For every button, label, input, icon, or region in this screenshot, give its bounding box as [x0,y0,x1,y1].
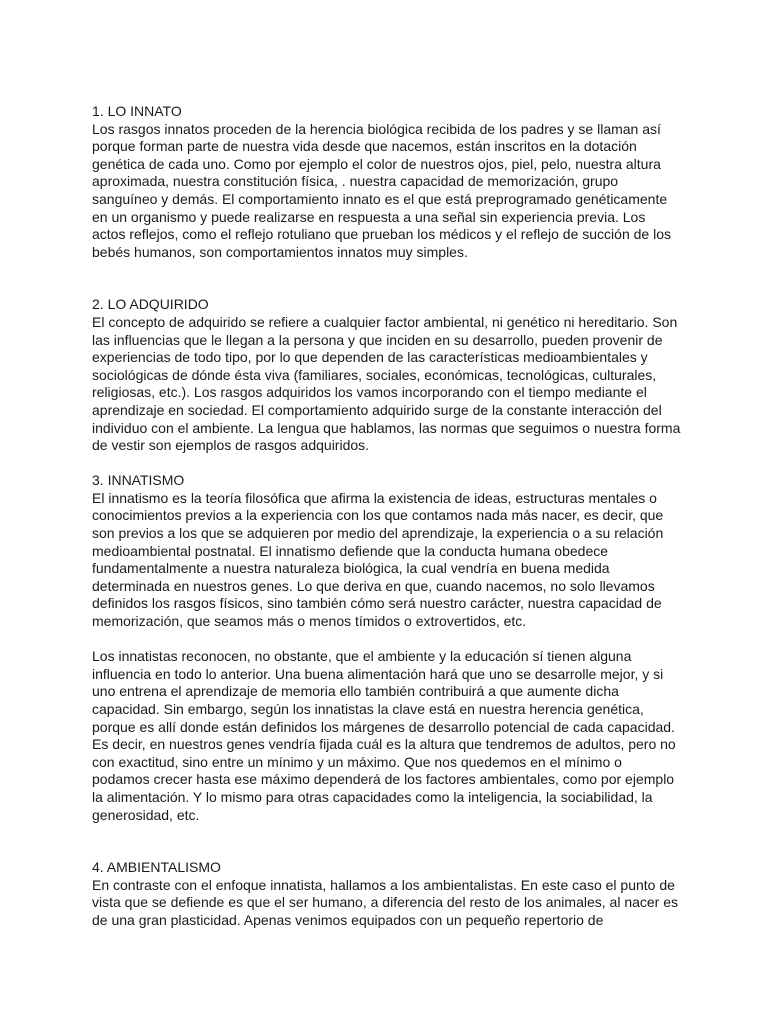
section-paragraph: Los rasgos innatos proceden de la herencia biológica recibida de los padres y se llaman así porque forman parte de nuestra vida desde que nacemos, están inscritos en la dotación genética de cada uno. Como por ejemplo el color de nuestros ojos, piel, pelo, nuestra altura aproximada, nuestra constitución física, . nuestra capacidad de memorización, grupo sanguíneo y demás. El comportamiento innato es el que está preprogramado genéticamente en un organismo y puede realizarse en respuesta a una señal sin experiencia previa. Los actos reflejos, como el reflejo rotuliano que prueban los médicos y el reflejo de succión de los bebés humanos, son comportamientos innatos muy simples. [92,120,671,260]
section-lo-adquirido [92,296,682,454]
section-heading: 2. LO ADQUIRIDO [92,296,209,313]
section-ambientalismo [92,859,682,929]
section-heading: 1. LO INNATO [92,103,182,119]
section-spacer [92,261,682,296]
document-body [92,103,682,930]
paragraph-spacer [92,631,682,649]
section-spacer [92,824,682,859]
section-paragraph: El concepto de adquirido se refiere a cualquier factor ambiental, ni genético ni hereditario. Son las influencias que le llegan a la persona y que inciden en su desarrollo, pueden provenir de experiencias de todo tipo, por lo que dependen de las características medioambientales y sociológicas de dónde ésta viva (familiares, sociales, económicas, tecnológicas, culturales, religiosas, etc.). Los rasgos adquiridos los vamos incorporando con el tiempo mediante el aprendizaje en sociedad. El comportamiento adquirido surge de la constante interacción del individuo con el ambiente. La lengua que hablamos, las normas que seguimos o nuestra forma de vestir son ejemplos de rasgos adquiridos. [92,313,681,454]
section-heading: 4. AMBIENTALISMO [92,859,221,876]
section-paragraph: En contraste con el enfoque innatista, hallamos a los ambientalistas. En este caso el punto de vista que se defiende es que el ser humano, a diferencia del resto de los animales, al nacer es de una gran plasticidad. Apenas venimos equipados con un pequeño repertorio de [92,876,679,928]
section-spacer [92,455,682,473]
section-paragraph: Los innatistas reconocen, no obstante, que el ambiente y la educación sí tienen alguna influencia en todo lo anterior. Una buena alimentación hará que uno se desarrolle mejor, y si uno entrena el aprendizaje de memoria ello también contribuirá a que aumente dicha capacidad. Sin embargo, según los innatistas la clave está en nuestra herencia genética, porque es allí donde están definidos los márgenes de desarrollo potencial de cada capacidad. Es decir, en nuestros genes vendría fijada cuál es la altura que tendremos de adultos, pero no con exactitud, sino entre un mínimo y un máximo. Que nos quedemos en el mínimo o podamos crecer hasta ese máximo dependerá de los factores ambientales, como por ejemplo la alimentación. Y lo mismo para otras capacidades como la inteligencia, la sociabilidad, la generosidad, etc. [92,648,676,823]
section-innatismo [92,472,682,824]
section-heading: 3. INNATISMO [92,472,185,489]
section-paragraph: El innatismo es la teoría filosófica que afirma la existencia de ideas, estructuras mentales o conocimientos previos a la experiencia con los que contamos nada más nacer, es decir, que son previos a los que se adquieren por medio del aprendizaje, la experiencia o a su relación medioambiental postnatal. El innatismo defiende que la conducta humana obedece fundamentalmente a nuestra naturaleza biológica, la cual vendría en buena medida determinada en nuestros genes. Lo que deriva en que, cuando nacemos, no solo llevamos definidos los rasgos físicos, sino también cómo será nuestro carácter, nuestra capacidad de memorización, que seamos más o menos tímidos o extrovertidos, etc. [92,489,664,630]
section-lo-innato [92,103,682,261]
